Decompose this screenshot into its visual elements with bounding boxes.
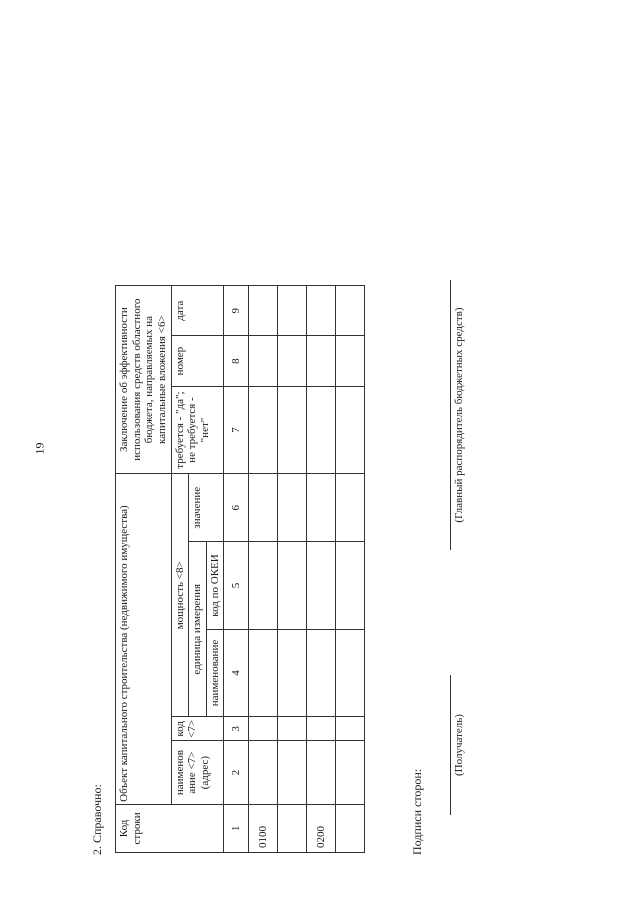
table-cell [278, 474, 307, 542]
recipient-signature: (Получатель) [450, 675, 465, 815]
row-code [278, 804, 307, 852]
table-cell [249, 717, 278, 741]
table-cell [307, 629, 336, 717]
table-cell [249, 629, 278, 717]
header-value: значение [189, 474, 224, 542]
table-cell [336, 741, 365, 804]
table-cell [278, 336, 307, 386]
table-row [307, 286, 336, 853]
row-code [336, 804, 365, 852]
table-cell [278, 741, 307, 804]
table-cell [307, 474, 336, 542]
table-cell [336, 386, 365, 474]
table-cell [278, 286, 307, 336]
table-cell [307, 717, 336, 741]
header-row-code: Код строки [116, 804, 224, 852]
header-unit-name: наименование [207, 629, 224, 717]
table-cell [307, 336, 336, 386]
table-cell [336, 542, 365, 630]
table-cell [307, 286, 336, 336]
header-unit-group [189, 542, 224, 717]
table-row [278, 286, 307, 853]
table-cell [249, 386, 278, 474]
rotated-sheet [90, 243, 465, 855]
table-cell [249, 542, 278, 630]
table-cell [307, 741, 336, 804]
table-cell [336, 474, 365, 542]
row-code: 0200 [307, 804, 336, 852]
column-number: 4 [224, 629, 249, 717]
signatures-title: Подписи сторон: [410, 768, 424, 855]
table-cell [336, 286, 365, 336]
header-unit-okei: код по ОКЕИ [208, 554, 221, 617]
table-cell [307, 542, 336, 630]
table-cell [336, 336, 365, 386]
section-title: 2. Справочно: [90, 784, 104, 855]
table-cell [278, 629, 307, 717]
header-date: дата [171, 286, 224, 336]
header-object: Объект капитального строительства (недвижимого имущества) [116, 474, 172, 805]
table-cell [336, 629, 365, 717]
table-cell [278, 542, 307, 630]
column-number: 5 [224, 542, 249, 630]
table-cell [249, 474, 278, 542]
table-cell [249, 741, 278, 804]
column-number: 2 [224, 741, 249, 804]
header-conclusion: Заключение об эффективности использования средств областного бюджета, направляемых на капитальные вложения <6> [116, 286, 172, 474]
table-cell [307, 386, 336, 474]
table-row [249, 286, 278, 853]
header-unit: единица измерения [189, 542, 207, 716]
table-cell [249, 286, 278, 336]
header-required: требуется - "да"; не требуется - "нет" [171, 386, 224, 474]
table-cell [278, 386, 307, 474]
page-number: 19 [32, 442, 47, 455]
column-number: 7 [224, 386, 249, 474]
header-number: номер [171, 336, 224, 386]
column-number: 6 [224, 474, 249, 542]
column-number: 1 [224, 804, 249, 852]
column-number: 3 [224, 717, 249, 741]
row-code: 0100 [249, 804, 278, 852]
reference-table [115, 285, 365, 853]
header-name-address: наименов ание <7> (адрес) [171, 741, 224, 804]
main-manager-signature: (Главный распорядитель бюджетных средств) [450, 280, 465, 550]
header-capacity: мощность <8> [171, 474, 189, 717]
table-cell [249, 336, 278, 386]
table-cell [278, 717, 307, 741]
table-cell [336, 717, 365, 741]
column-number: 9 [224, 286, 249, 336]
header-code: код <7> [171, 717, 224, 741]
column-number: 8 [224, 336, 249, 386]
table-row [336, 286, 365, 853]
